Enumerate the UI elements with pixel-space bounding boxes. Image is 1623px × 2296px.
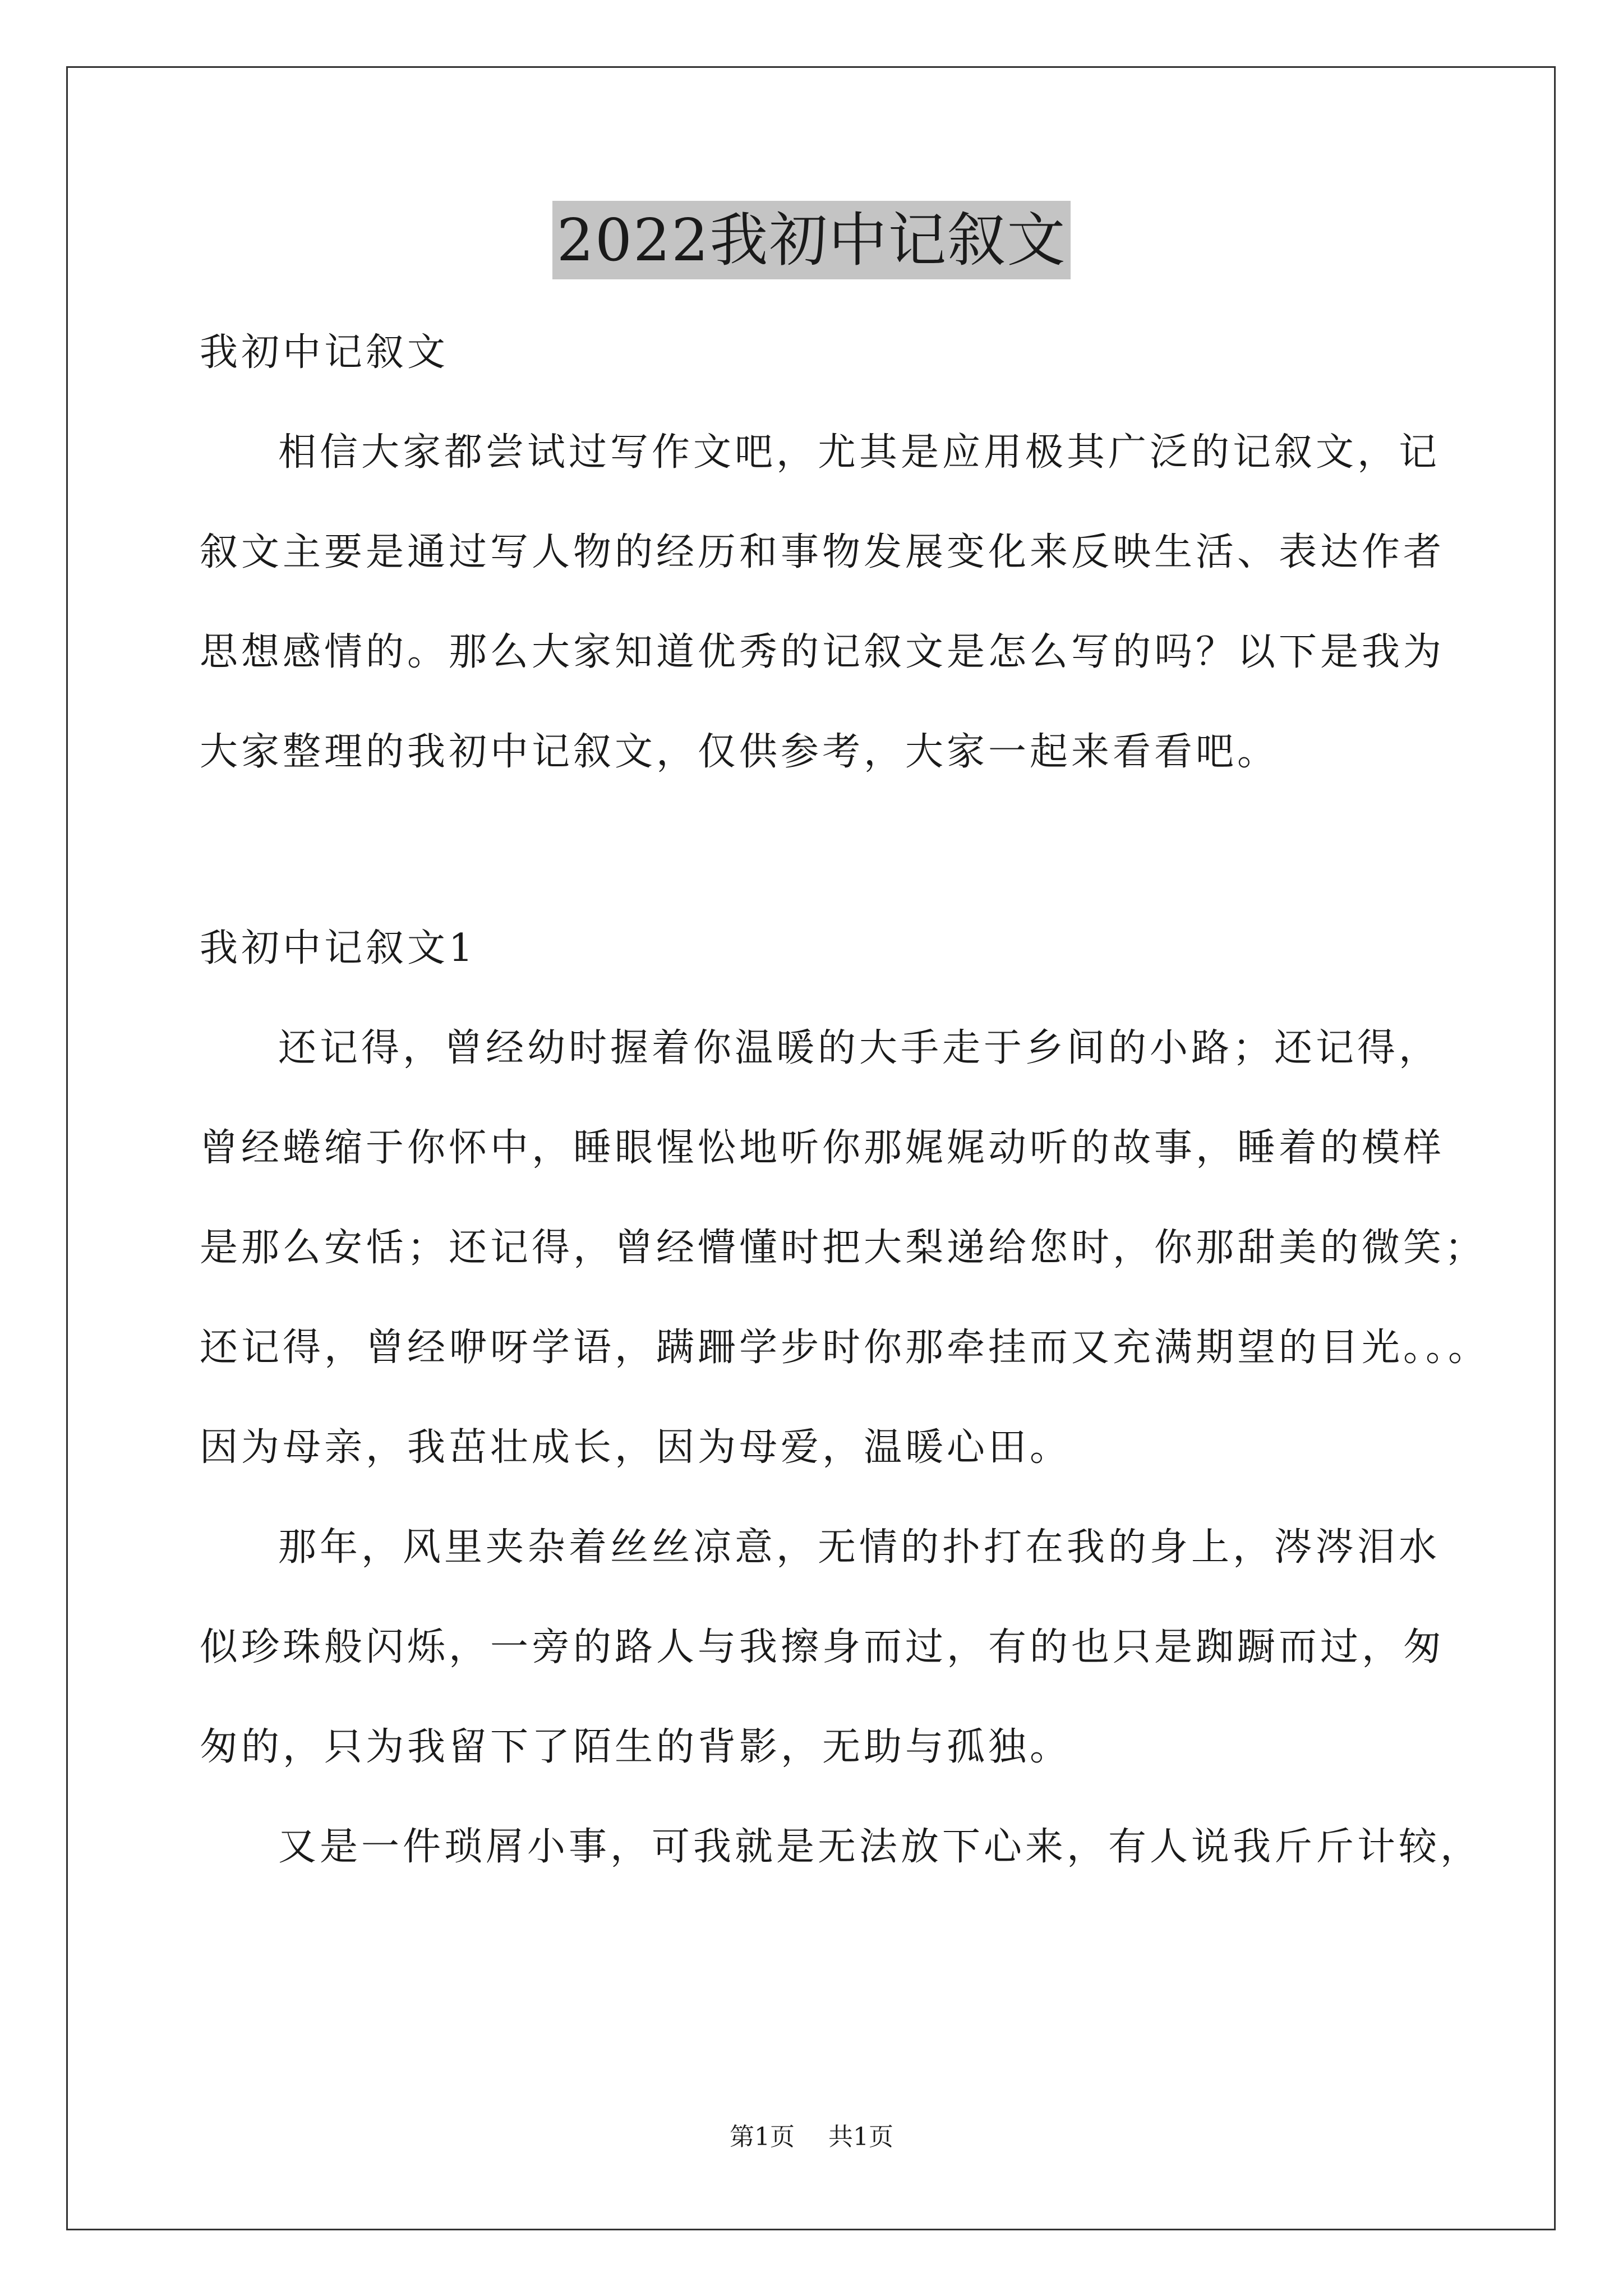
intro-section [200, 303, 1445, 802]
text-line: 还记得，曾经幼时握着你温暖的大手走于乡间的小路；还记得， [278, 1026, 1441, 1070]
text-line: 叙文主要是通过写人物的经历和事物发展变化来反映生活、表达作者 [200, 530, 1445, 574]
essay-section [200, 899, 1490, 1897]
text-line: 是那么安恬；还记得，曾经懵懂时把大梨递给您时，你那甜美的微笑； [200, 1226, 1487, 1270]
text-line: 因为母亲，我茁壮成长，因为母爱，温暖心田。 [200, 1425, 1072, 1470]
text-line: 相信大家都尝试过写作文吧，尤其是应用极其广泛的记叙文，记 [278, 430, 1441, 475]
text-line: 还记得，曾经咿呀学语，蹒跚学步时你那牵挂而又充满期望的目光。。。 [200, 1326, 1490, 1370]
page-total: 共1页 [828, 2123, 893, 2151]
text-line: 大家整理的我初中记叙文，仅供参考，大家一起来看看吧。 [200, 730, 1279, 774]
document-title: 2022我初中记叙文 [552, 201, 1071, 279]
text-line: 那年，风里夹杂着丝丝凉意，无情的扑打在我的身上，涔涔泪水 [278, 1525, 1441, 1570]
text-line: 似珍珠般闪烁，一旁的路人与我擦身而过，有的也只是踟蹰而过，匆 [200, 1625, 1445, 1669]
text-line: 我初中记叙文 [200, 330, 449, 375]
text-line: 匆的，只为我留下了陌生的背影，无助与孤独。 [200, 1725, 1072, 1769]
title-container [0, 201, 1623, 279]
text-line: 曾经蜷缩于你怀中，睡眼惺忪地听你那娓娓动听的故事，睡着的模样 [200, 1126, 1445, 1170]
section-gap [200, 802, 1433, 899]
text-line: 又是一件琐屑小事，可我就是无法放下心来，有人说我斤斤计较， [278, 1825, 1482, 1869]
text-line: 我初中记叙文1 [200, 926, 477, 970]
page-number: 第1页 [730, 2123, 795, 2151]
document-body [200, 303, 1490, 1897]
text-line: 思想感情的。那么大家知道优秀的记叙文是怎么写的吗？以下是我为 [200, 630, 1445, 674]
page-footer [0, 2120, 1623, 2154]
